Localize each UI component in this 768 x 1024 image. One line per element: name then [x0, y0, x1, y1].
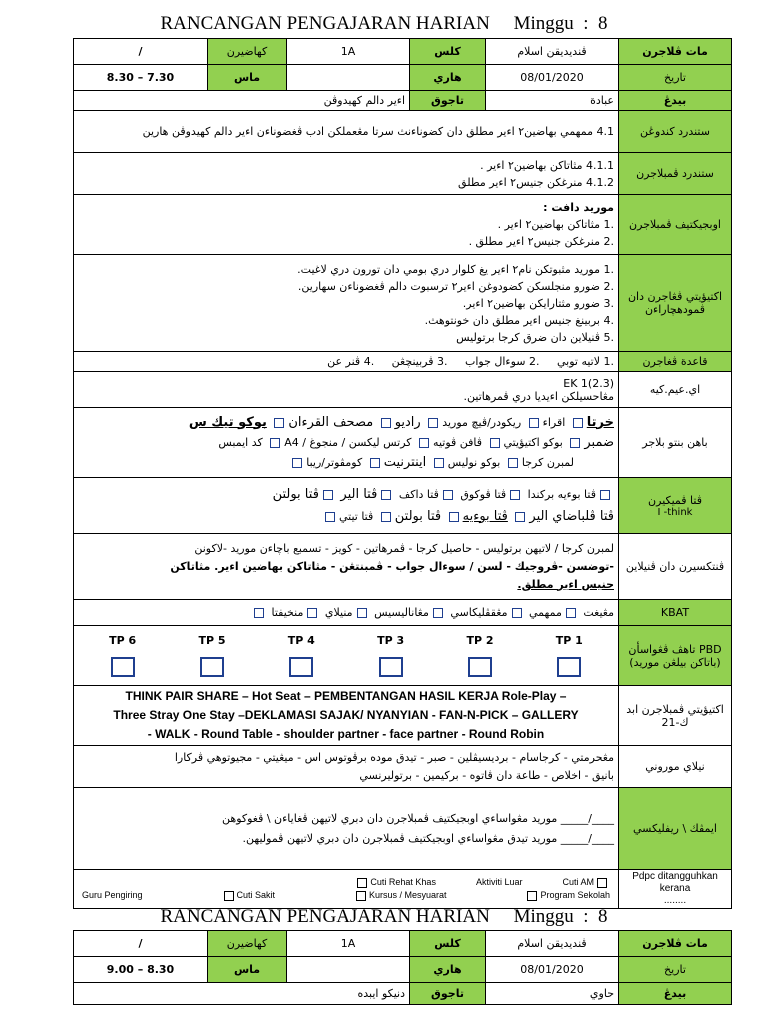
peta-option: ڤتا الير [340, 486, 378, 502]
kelas-label: كلس [410, 931, 486, 957]
kaedah-label: قاعدة ڤغاجرن [619, 352, 732, 372]
penilaian-line: جنيس اءير مطلق. [517, 577, 614, 591]
kbat [74, 600, 619, 626]
bidang-label: بيدڠ [619, 983, 732, 1005]
abad21-line: THINK PAIR SHARE – Hot Seat – PEMBENTANGAN HASIL KERJA Role-Play – [125, 689, 567, 703]
checkbox[interactable] [443, 490, 453, 500]
kehadiran-label: كهاضيرن [208, 931, 287, 957]
refleksi-line: ____/_____ موريد تيدق مڠواساءي اوبجيكتيف ڤمبلاجرن دان دبري لاتيهن ڤموليهن. [242, 831, 614, 845]
lesson-plan-table-1 [73, 38, 732, 909]
tp-box[interactable] [200, 657, 224, 677]
bbm-label: باهن بنتو بلاجر [619, 408, 732, 478]
kehadiran-value: / [74, 931, 208, 957]
aktiviti-label: اكتيؤيتي ڤڠاجرن دان ڤمودهچاراءن [619, 255, 732, 352]
masa-label: ماس [208, 957, 287, 983]
aktiviti-item: .4 بربينغ جنيس اءير مطلق دان خونتوهث. [424, 313, 614, 327]
abad21-line: Three Stray One Stay –DEKLAMASI SAJAK/ NYANYIAN - FAN-N-PICK – GALLERY [113, 708, 579, 722]
tp-box[interactable] [557, 657, 581, 677]
kaedah-item: .2 سوءال جواب [464, 355, 540, 368]
refleksi [74, 788, 619, 870]
tajuk-value: دنيكو ايبده [74, 983, 410, 1005]
ek [74, 372, 619, 408]
bbm-option: راديو [394, 414, 421, 430]
bbm-option: لمبرن كرجا [521, 455, 574, 469]
checkbox[interactable] [490, 438, 500, 448]
aktiviti-item: .5 ڤنيلاين دان ضرق كرجا برتوليس [456, 330, 614, 344]
hari-value [287, 65, 410, 91]
objektif-label: اوبجيكتيف ڤمبلاجرن [619, 195, 732, 255]
kelas-value: 1A [287, 39, 410, 65]
checkbox[interactable] [356, 891, 366, 901]
plan-title [0, 13, 768, 35]
bidang-label: بيدڠ [619, 91, 732, 111]
pdpc-option: Cuti Rehat Khas [370, 877, 436, 887]
plan-title-2 [0, 906, 768, 928]
checkbox[interactable] [357, 878, 367, 888]
kaedah-item: .3 ڤربينچڠن [391, 355, 448, 368]
sk-label: ستندرد كندوڠن [619, 111, 732, 153]
pdpc-dots: ........ [663, 895, 687, 906]
masa-label: ماس [208, 65, 287, 91]
bbm-option: خرتا [586, 414, 614, 430]
aktiviti [74, 255, 619, 352]
masa-value: 8.30 – 7.30 [74, 65, 208, 91]
tp-label: TP 6 [109, 634, 137, 647]
checkbox[interactable] [292, 458, 302, 468]
abad21 [74, 686, 619, 746]
week-sep: : [583, 906, 589, 927]
checkbox[interactable] [433, 608, 443, 618]
checkbox[interactable] [254, 608, 264, 618]
bbm-option: اقراء [542, 415, 566, 429]
sp-item: 4.1.1 مثاتاكن بهاضين٢ اءير . [480, 158, 614, 172]
bbm-option: بوكو اكتيؤيتي [503, 435, 563, 449]
pbd-tp [74, 626, 619, 686]
tajuk-label: تاجوق [410, 983, 486, 1005]
kbat-option: مڠقڤليكاسي [450, 606, 508, 619]
peta-option: ڤتا بوءيه [462, 508, 508, 524]
checkbox[interactable] [512, 608, 522, 618]
hari-label: هاري [410, 65, 486, 91]
checkbox[interactable] [274, 418, 284, 428]
refleksi-line: ____/_____ موريد مڠواساءي اوبجيكتيف ڤمبلاجرن دان دبري لاتيهن ڤغاياءن \ ڤغوكوهن [222, 811, 614, 825]
week-value: 8 [598, 13, 608, 34]
checkbox[interactable] [224, 891, 234, 901]
peta-label [619, 478, 732, 534]
pdpc-options [74, 870, 619, 909]
pbd-label: تاهڤ ڤڠواسأن PBD (باتاكن بيلڠن موريد) [619, 626, 732, 686]
bbm-option: كرتس ليكسن / منجوغ / A4 [284, 435, 412, 449]
penilaian [74, 534, 619, 600]
checkbox[interactable] [570, 438, 580, 448]
peta-label-en: I -think [657, 506, 693, 518]
standard-pembelajaran [74, 153, 619, 195]
title-text: RANCANGAN PENGAJARAN HARIAN [160, 906, 490, 927]
pdpc-option: Cuti Sakit [236, 890, 276, 900]
lesson-plan-table-2 [73, 930, 732, 1005]
bbm-option: اينترنيت [383, 454, 427, 470]
kbat-option: منخيفتا [271, 606, 304, 619]
checkbox[interactable] [381, 418, 391, 428]
nilai-label: نيلاي موروني [619, 746, 732, 788]
subject-value: ڤنديديقن اسلام [486, 931, 619, 957]
pdpc-option: Cuti AM [562, 877, 594, 887]
peta-option: ڤتا بولتن [394, 508, 442, 524]
peta-option: ڤتا بولتن [272, 486, 319, 502]
peta-option: ڤتا تيتي [338, 509, 374, 523]
pdpc-option: Program Sekolah [540, 890, 610, 900]
nilai-line: مڠحرمتي - كرجاسام - برديسيڤلين - صبر - تيدق موده برڤوتوس اس - ميڠيتي - مجيوتوهي ڤركارا [174, 750, 614, 764]
checkbox[interactable] [434, 458, 444, 468]
checkbox[interactable] [325, 512, 335, 522]
ek-code: EK 1(2.3) [563, 376, 614, 390]
week-label: Minggu [513, 13, 574, 34]
objektif-item: .1 مثاتاكن بهاضين٢ اءير . [497, 218, 614, 231]
refleksi-label: ايمڤك \ ريفليكسي [619, 788, 732, 870]
penilaian-line: -توضسن -ڤروجيك - لسن / سوءال جواب - ڤمبنتڠن - مثاتاكن بهاضين اءير. مثاتاكن [170, 559, 614, 573]
hari-value [287, 957, 410, 983]
sp-label: ستندرد ڤمبلاجرن [619, 153, 732, 195]
tp-label: TP 1 [555, 634, 583, 647]
kehadiran-value: / [74, 39, 208, 65]
checkbox[interactable] [428, 418, 438, 428]
checkbox[interactable] [600, 490, 610, 500]
nilai-line: بانيق - اخلاص - طاعة دان ڤاتوه - بركيمين - برتوليرنسي [359, 768, 614, 782]
tarikh-value: 08/01/2020 [486, 957, 619, 983]
bbm-option: ضمبر [584, 434, 614, 450]
checkbox[interactable] [515, 512, 525, 522]
objektif-head: موريد دافت : [543, 201, 614, 214]
checkbox[interactable] [529, 418, 539, 428]
tp-label: TP 4 [287, 634, 315, 647]
kbat-option: ممهمي [529, 606, 562, 619]
kbat-option: مڠيغت [583, 606, 614, 619]
peta-option: ڤتا ڤلباضاي الير [529, 508, 614, 524]
subject-label: مات ڤلاجرن [619, 39, 732, 65]
checkbox[interactable] [370, 458, 380, 468]
checkbox[interactable] [270, 438, 280, 448]
tarikh-label: تاريخ [619, 957, 732, 983]
sp-item: 4.1.2 منرغكن جنيس٢ اءير مطلق [458, 175, 614, 189]
checkbox[interactable] [508, 458, 518, 468]
nilai [74, 746, 619, 788]
pdpc-option: Kursus / Mesyuarat [368, 890, 447, 900]
bbm-option: كومڤوتر/ريبا [306, 455, 363, 469]
checkbox[interactable] [419, 438, 429, 448]
standard-kandungan: 4.1 ممهمي بهاضين٢ اءير مطلق دان كضوناءنث سرتا مڠعملكن ادب ڤغضوناءن اءير دالم كهيدوڤن هارين [74, 111, 619, 153]
kbat-label: KBAT [619, 600, 732, 626]
bidang-value: عبادة [486, 91, 619, 111]
tp-box[interactable] [111, 657, 135, 677]
ek-label: اي.عيم.كيه [619, 372, 732, 408]
checkbox[interactable] [307, 608, 317, 618]
kelas-value: 1A [287, 931, 410, 957]
peta-label-ar: ڤتا ڤميكيرن [648, 493, 702, 507]
aktiviti-item: .2 ضورو منجلسكن كضودوغن اءير٢ ترسبوت دالم ڤغضوناءن سهارين. [297, 279, 614, 293]
tarikh-value: 08/01/2020 [486, 65, 619, 91]
subject-value: ڤنديديقن اسلام [486, 39, 619, 65]
objektif-item: .2 منرغكن جنيس٢ اءير مطلق . [468, 235, 614, 248]
peta-option: ڤتا داكف [398, 487, 439, 501]
kaedah [74, 352, 619, 372]
tp-label: TP 3 [377, 634, 405, 647]
checkbox[interactable] [573, 418, 583, 428]
kbat-option: مڠاناليسيس [374, 606, 429, 619]
tarikh-label: تاريخ [619, 65, 732, 91]
penilaian-label: ڤنتكسيرن دان ڤنيلاين [619, 534, 732, 600]
bbm-option: بوكو نوليس [447, 455, 501, 469]
tajuk-label: تاجوق [410, 91, 486, 111]
pdpc-option: Guru Pengiring [82, 890, 143, 900]
week-sep: : [583, 13, 589, 34]
pdpc-option: Aktiviti Luar [475, 877, 523, 887]
checkbox[interactable] [381, 512, 391, 522]
bbm-option: بوكو تيك س [188, 414, 267, 430]
bbm-option: ڤافن ڤوتيه [433, 435, 483, 449]
bbm-option: ريكودر/ڤيچ موريد [442, 415, 522, 429]
kaedah-item: .1 لاتيه توبي [556, 355, 614, 368]
abad21-label: اكتيؤيتي ڤمبلاجرن ابد ك-21 [619, 686, 732, 746]
hari-label: هاري [410, 957, 486, 983]
bbm-option: مصحف القرءان [288, 414, 374, 430]
kelas-label: كلس [410, 39, 486, 65]
bbm [74, 408, 619, 478]
kbat-option: منيلاي [324, 606, 353, 619]
checkbox[interactable] [510, 490, 520, 500]
checkbox[interactable] [357, 608, 367, 618]
tp-label: TP 5 [198, 634, 226, 647]
subject-label: مات ڤلاجرن [619, 931, 732, 957]
objektif [74, 195, 619, 255]
bidang-value: حاوي [486, 983, 619, 1005]
tp-box[interactable] [468, 657, 492, 677]
pdpc-label-text: Pdpc ditangguhkan kerana [632, 871, 718, 894]
tajuk-value: اءير دالم كهيدوڤن [74, 91, 410, 111]
abad21-line: - WALK - Round Table - shoulder partner - face partner - Round Robin [147, 727, 545, 741]
tp-box[interactable] [379, 657, 403, 677]
peta-option: ڤتا ڤوكوق [460, 487, 507, 501]
kehadiran-label: كهاضيرن [208, 39, 287, 65]
checkbox[interactable] [381, 490, 391, 500]
aktiviti-item: .3 ضورو مثتارايكن بهاضين٢ اءير. [462, 296, 614, 310]
masa-value: 9.00 – 8.30 [74, 957, 208, 983]
checkbox[interactable] [597, 878, 607, 888]
title-text: RANCANGAN PENGAJARAN HARIAN [160, 13, 490, 34]
bbm-option: كد ايمبس [218, 435, 263, 449]
peta-option: ڤتا بوءيه بركندا [527, 487, 596, 501]
ek-text: مڠاحسيلكن اءيديا دري ڤمرهاتين. [463, 389, 614, 403]
checkbox[interactable] [527, 891, 537, 901]
tp-label: TP 2 [466, 634, 494, 647]
week-label: Minggu [513, 906, 574, 927]
aktiviti-item: .1 موريد مثبوتكن نام٢ اءير يغ كلوار دري بومي دان تورون دري لاغيت. [297, 262, 614, 276]
peta-pemikiran [74, 478, 619, 534]
checkbox[interactable] [323, 490, 333, 500]
week-value: 8 [598, 906, 608, 927]
pdpc-label [619, 870, 732, 909]
kaedah-item: .4 ڤنر عن [327, 355, 375, 368]
checkbox[interactable] [566, 608, 576, 618]
checkbox[interactable] [449, 512, 459, 522]
penilaian-line: لمبرن كرجا / لاتيهن برتوليس - حاصيل كرجا - ڤمرهاتين - كويز - تسمبع باچاءن موريد -لاكونن [194, 541, 614, 555]
tp-box[interactable] [289, 657, 313, 677]
